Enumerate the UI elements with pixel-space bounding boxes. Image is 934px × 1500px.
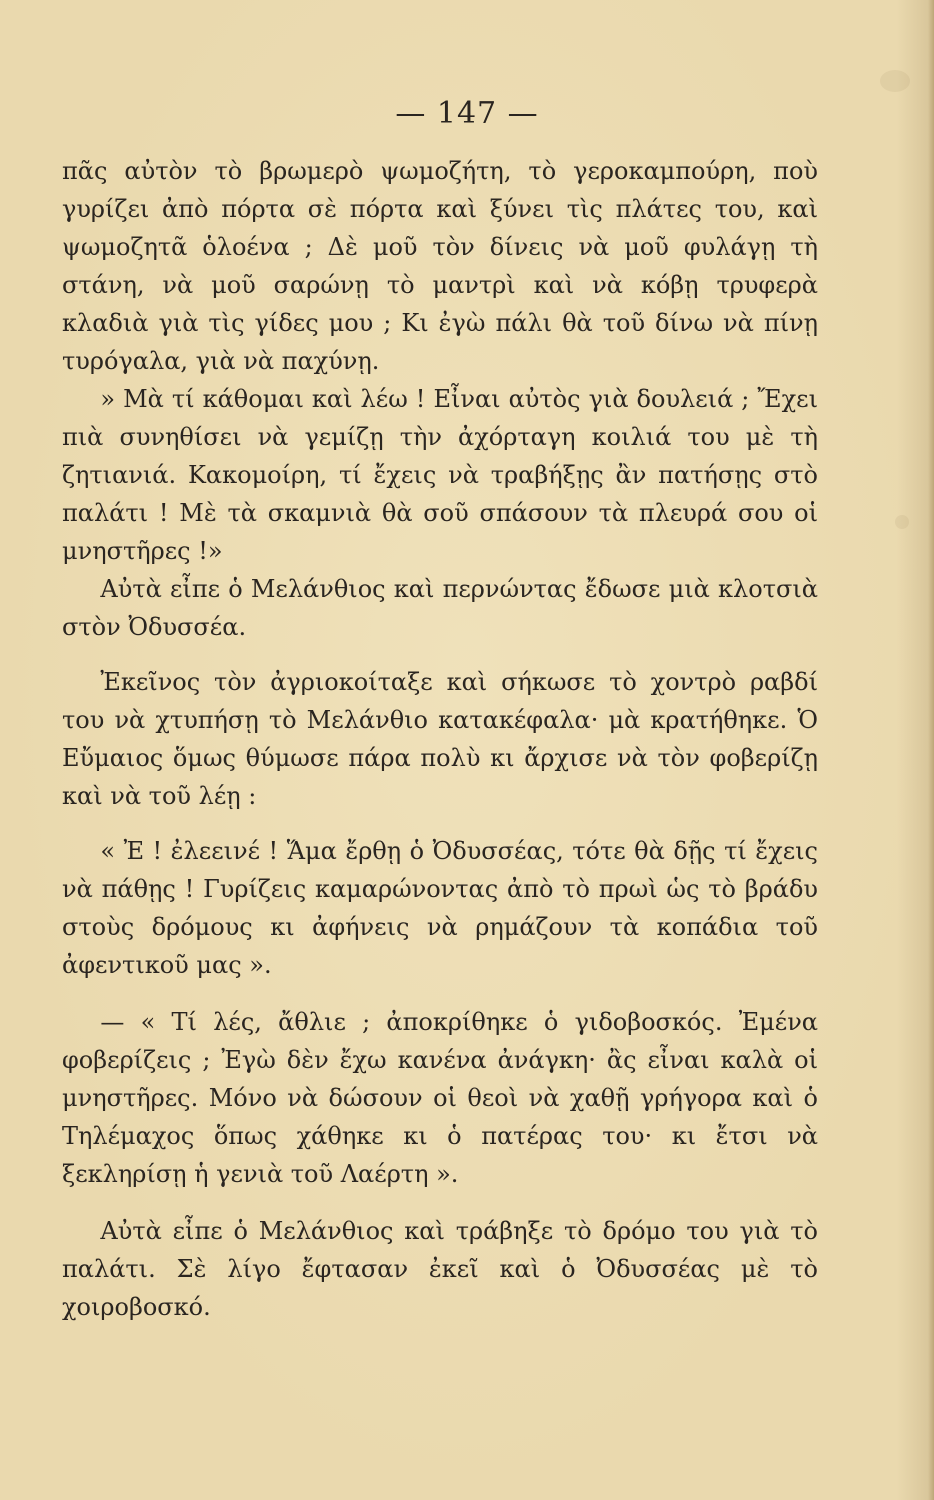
page-edge-shadow: [928, 0, 934, 1500]
paragraph: Αὐτὰ εἶπε ὁ Μελάνθιος καὶ περνώντας ἔδωσε μιὰ κλοτσιὰ στὸν Ὀδυσσέα.: [62, 575, 818, 641]
paragraph: πᾶς αὐτὸν τὸ βρωμερὸ ψωμοζήτη, τὸ γεροκαμπούρη, ποὺ γυρίζει ἀπὸ πόρτα σὲ πόρτα καὶ ξύνει τὶς πλάτες του, καὶ ψωμοζητᾶ ὁλοένα ; Δὲ μοῦ τὸν δίνεις νὰ μοῦ φυλάγῃ τὴ στάνη, νὰ μοῦ σαρώνῃ τὸ μαντρὶ καὶ νὰ κόβῃ τρυφερὰ κλαδιὰ γιὰ τὶς γίδες μου ; Κι ἐγὼ πάλι θὰ τοῦ δίνω νὰ πίνῃ τυρόγαλα, γιὰ νὰ παχύνῃ.: [62, 157, 818, 375]
page-number: — 147 —: [395, 96, 539, 131]
body-text: [62, 152, 818, 1326]
paragraph: Αὐτὰ εἶπε ὁ Μελάνθιος καὶ τράβηξε τὸ δρόμο του γιὰ τὸ παλάτι. Σὲ λίγο ἔφτασαν ἐκεῖ καὶ ὁ Ὀδυσσέας μὲ τὸ χοιροβοσκό.: [62, 1217, 818, 1321]
paragraph: « Ἐ ! ἐλεεινέ ! Ἅμα ἔρθῃ ὁ Ὀδυσσέας, τότε θὰ δῇς τί ἔχεις νὰ πάθῃς ! Γυρίζεις καμαρώνοντας ἀπὸ τὸ πρωὶ ὡς τὸ βράδυ στοὺς δρόμους κι ἀφήνεις νὰ ρημάζουν τὰ κοπάδια τοῦ ἀφεντικοῦ μας ».: [62, 837, 818, 979]
paragraph: » Μὰ τί κάθομαι καὶ λέω ! Εἶναι αὐτὸς γιὰ δουλειά ; Ἔχει πιὰ συνηθίσει νὰ γεμίζῃ τὴν ἀχόρταγη κοιλιά του μὲ τὴ ζητιανιά. Κακομοίρη, τί ἔχεις νὰ τραβήξῃς ἂν πατήσῃς στὸ παλάτι ! Μὲ τὰ σκαμνιὰ θὰ σοῦ σπάσουν τὰ πλευρά σου οἱ μνηστῆρες !»: [62, 385, 818, 565]
paragraph: Ἐκεῖνος τὸν ἀγριοκοίταξε καὶ σήκωσε τὸ χοντρὸ ραβδί του νὰ χτυπήσῃ τὸ Μελάνθιο κατακέφαλα· μὰ κρατήθηκε. Ὁ Εὔμαιος ὅμως θύμωσε πάρα πολὺ κι ἄρχισε νὰ τὸν φοβερίζῃ καὶ νὰ τοῦ λέῃ :: [62, 668, 818, 810]
paragraph: — « Τί λές, ἄθλιε ; ἀποκρίθηκε ὁ γιδοβοσκός. Ἐμένα φοβερίζεις ; Ἐγὼ δὲν ἔχω κανένα ἀνάγκη· ἂς εἶναι καλὰ οἱ μνηστῆρες. Μόνο νὰ δώσουν οἱ θεοὶ νὰ χαθῇ γρήγορα καὶ ὁ Τηλέμαχος ὅπως χάθηκε κι ὁ πατέρας του· κι ἔτσι νὰ ξεκληρίσῃ ἡ γενιὰ τοῦ Λαέρτη ».: [62, 1008, 818, 1188]
paper-stain: [895, 515, 909, 529]
paper-stain: [880, 70, 910, 92]
